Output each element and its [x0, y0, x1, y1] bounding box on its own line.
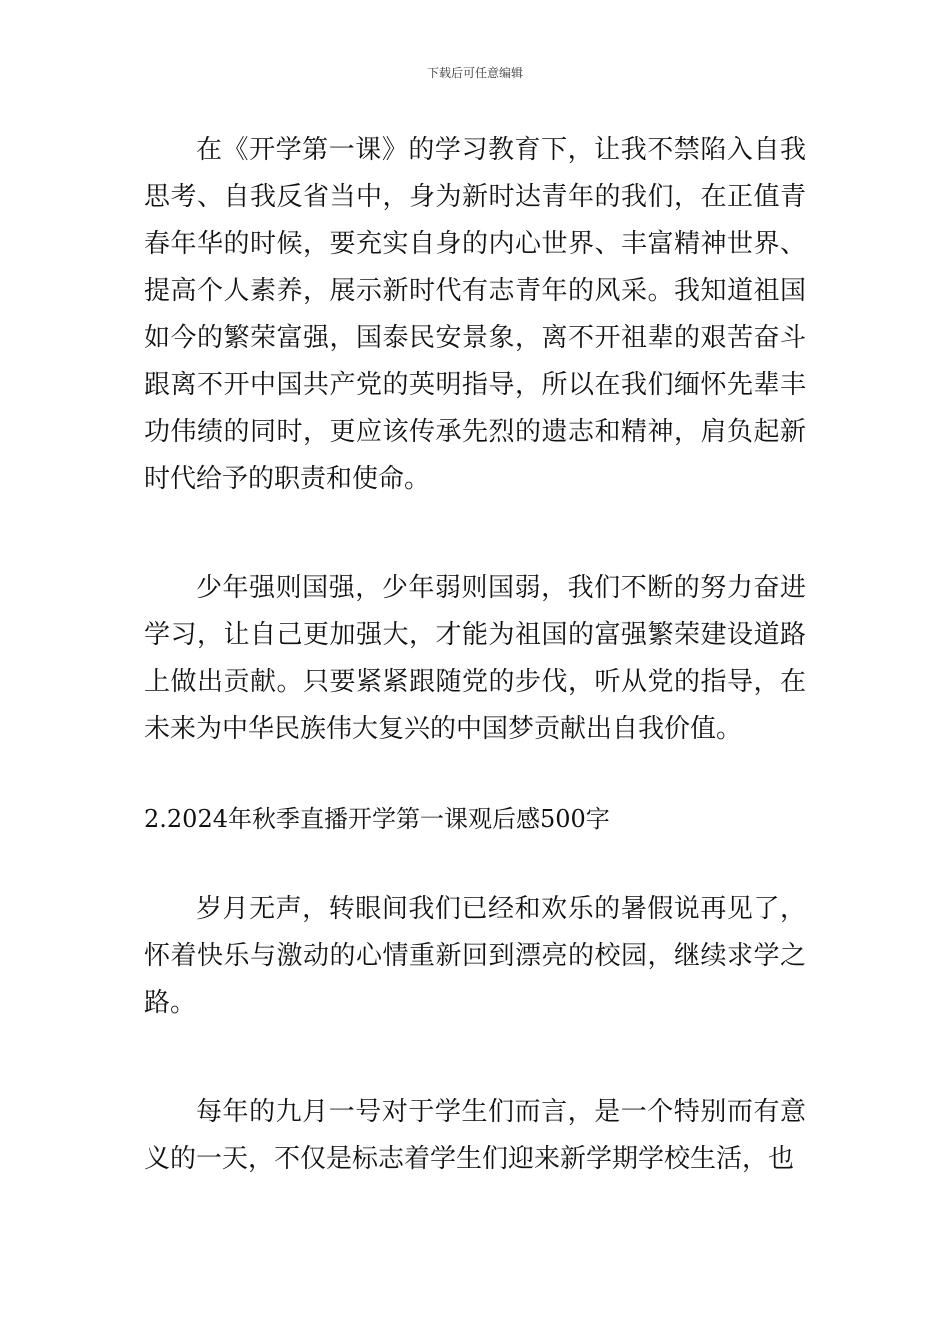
paragraph-2: 少年强则国强，少年弱则国弱，我们不断的努力奋进学习，让自己更加强大，才能为祖国的富强繁荣建设道路上做出贡献。只要紧紧跟随党的步伐，听从党的指导，在未来为中华民族伟大复兴的中国梦贡献出自我价值。 [144, 573, 806, 744]
paragraph-3: 岁月无声，转眼间我们已经和欢乐的暑假说再见了，怀着快乐与激动的心情重新回到漂亮的校园，继续求学之路。 [144, 894, 806, 1018]
paragraph-spacer [144, 503, 806, 565]
paragraph-spacer [144, 1027, 806, 1089]
paragraph-1: 在《开学第一课》的学习教育下，让我不禁陷入自我思考、自我反省当中，身为新时达青年的我们，在正值青春年华的时候，要充实自身的内心世界、丰富精神世界、提高个人素养，展示新时代有志青年的风采。我知道祖国如今的繁荣富强，国泰民安景象，离不开祖辈的艰苦奋斗跟离不开中国共产党的英明指导，所以在我们缅怀先辈丰功伟绩的同时，更应该传承先烈的遗志和精神，肩负起新时代给予的职责和使命。 [144, 135, 806, 494]
document-body [144, 127, 806, 1183]
page-header: 下载后可任意编辑 [426, 66, 523, 80]
paragraph-spacer [144, 843, 806, 886]
paragraph-spacer [144, 753, 806, 796]
paragraph-4: 每年的九月一号对于学生们而言，是一个特别而有意义的一天，不仅是标志着学生们迎来新学期学校生活，也 [144, 1097, 806, 1174]
section-heading: 2.2024年秋季直播开学第一课观后感500字 [144, 805, 610, 833]
